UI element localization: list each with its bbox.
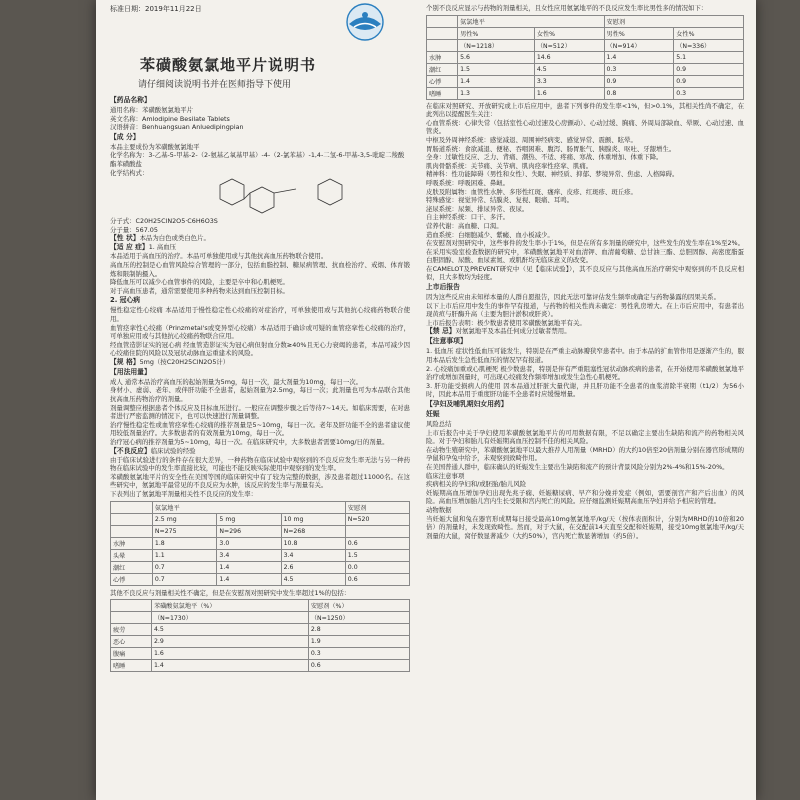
table-cell: 安慰剂（%） bbox=[308, 600, 409, 612]
table-cell: 1.4 bbox=[604, 51, 674, 63]
composition-line: 化学名称为：3-乙基-5-甲基-2-（2-氨基乙氧基甲基）-4-（2-氯苯基）-1,4-二氢-6-甲基-3,5-吡啶二羧酸酯苯磺酸盐 bbox=[110, 151, 405, 168]
table-cell: 2.8 bbox=[308, 624, 409, 636]
table-cell: （N=1218） bbox=[458, 39, 535, 51]
table-cell: N=275 bbox=[152, 525, 217, 537]
table-cell: 0.8 bbox=[604, 87, 674, 99]
adr-list-line: 胃肠道系统：食欲减退、便秘、吞咽困难、腹泻、肠胃胀气、胰腺炎、呕吐、牙龈增生。 bbox=[426, 144, 676, 153]
table-cell bbox=[111, 525, 153, 537]
table-cell: 4.5 bbox=[534, 63, 604, 75]
table-row bbox=[111, 660, 410, 672]
table-cell: 0.9 bbox=[674, 63, 744, 75]
table-cell: 头晕 bbox=[111, 549, 153, 561]
section-spec-heading: 【规 格】 bbox=[110, 357, 140, 366]
table-cell: 4.5 bbox=[151, 624, 308, 636]
table-cell: 5.1 bbox=[674, 51, 744, 63]
usage-line: 成人 通常本品治疗高血压的起始剂量为5mg，每日一次，最大剂量为10mg，每日一次。 bbox=[110, 377, 363, 386]
usage-line: 治疗冠心病的推荐剂量为5~10mg，每日一次。在临床研究中，大多数患者需要10mg/日的剂量。 bbox=[110, 438, 389, 447]
adr-list-line: 肌肉骨骼系统：关节痛、关节病、肌肉痉挛性痉挛、肌痛。 bbox=[426, 161, 593, 170]
table-cell: 0.3 bbox=[674, 87, 744, 99]
document-subtitle: 请仔细阅读说明书并在医师指导下使用 bbox=[138, 80, 292, 90]
table-row bbox=[111, 561, 410, 573]
table-cell: （N=336） bbox=[674, 39, 744, 51]
table-cell: 嗜睡 bbox=[111, 660, 152, 672]
standard-date: 标准日期：2019年11月22日 bbox=[110, 5, 202, 13]
table-row bbox=[111, 624, 410, 636]
adr-line: 下表列出了氨氯地平剂量相关性不良反应的发生率： bbox=[110, 490, 257, 498]
clinical-line: 妊娠期高血压增加孕妇出现先兆子痫、妊娠糖尿病、早产和分娩并发症（例如，需要剖宫产和产后出血）的风险。高血压增加胎儿宫内生长受限和宫内死亡的风险。应仔细监测妊娠期高血压孕妇并给予相应的管理。 bbox=[426, 488, 744, 506]
section-warning-heading: 【注意事项】 bbox=[426, 337, 467, 346]
table-cell: 10 mg bbox=[281, 513, 345, 525]
indication-line: 对于高血压患者，通常需要使用多种药物来达到血压控制目标。 bbox=[110, 286, 289, 295]
name-line: 英文名称：Amlodipine Besilate Tablets bbox=[110, 114, 230, 123]
table-cell: 嗜睡 bbox=[427, 87, 458, 99]
indication-sub: 1. 高血压 bbox=[148, 243, 177, 252]
table-cell: （N=914） bbox=[604, 39, 674, 51]
contraindication-text: 对氨氯地平及本品任何成分过敏者禁用。 bbox=[455, 327, 571, 336]
table-cell: 3.3 bbox=[534, 75, 604, 87]
table-cell: 10.8 bbox=[281, 537, 345, 549]
adr-list-line: 全身：过敏性反应、乏力、背痛、潮热、不适、疼痛、寒战、体重增加、体重下降。 bbox=[426, 153, 663, 162]
table-cell: 0.6 bbox=[345, 537, 409, 549]
pregnancy-line: 在动物生殖研究中，苯磺酸氨氯地平以最大推荐人用剂量（MRHD）的大约10倍至20倍剂量分别在器官形成期的孕鼠和孕兔中给予，未观察到致畸作用。 bbox=[426, 445, 744, 463]
section-property-heading: 【性 状】 bbox=[110, 234, 140, 243]
table-cell: 0.9 bbox=[674, 75, 744, 87]
dose-adverse-table bbox=[110, 501, 410, 586]
adr-mid-text: 其他不良反应与剂量相关性不确定，但是在安慰剂对照研究中发生率超过1%的包括： bbox=[110, 588, 351, 597]
table-cell bbox=[111, 600, 152, 612]
right-column bbox=[426, 4, 744, 540]
name-line: 汉语拼音：Benhuangsuan Anluedipingpian bbox=[110, 123, 244, 132]
table-row bbox=[111, 549, 410, 561]
table-cell: 5.6 bbox=[458, 51, 535, 63]
table-cell: 1.9 bbox=[308, 636, 409, 648]
table-cell: 0.6 bbox=[345, 573, 409, 585]
table-cell: 0.7 bbox=[152, 561, 217, 573]
composition-line: 本品主要成份为苯磺酸氨氯地平 bbox=[110, 142, 200, 151]
usage-line: 剂量调整应根据患者个体反应及目标血压进行。一般应在调整步骤之后等待7~14天。如临床需要，在对患者进行严密监测的情况下，也可以快速进行剂量调整。 bbox=[110, 403, 410, 421]
table-row bbox=[111, 636, 410, 648]
adr-sub: 临床试验的经验 bbox=[150, 446, 196, 455]
cad-line: 经血管造影证实的冠心病 经血管造影证实为冠心病但射血分数≥40%且无心力衰竭的患者，本品可减少因心绞痛住院的风险以及冠状动脉血运重建术的风险。 bbox=[110, 340, 410, 358]
composition-line: 分子式：C20H25ClN2O5·C6H6O3S bbox=[110, 217, 218, 226]
clinical-sub: 临床注意事项 bbox=[426, 471, 465, 480]
warning-line: 3. 肝功能受损病人的使用 因本品通过肝脏大量代谢，并且肝功能不全患者的血浆清除半衰期（t1/2）为56小时，因此本品用于重度肝功能不全患者时应缓慢增量。 bbox=[426, 381, 744, 399]
table-cell: 1.6 bbox=[151, 648, 308, 660]
table-cell: 1.8 bbox=[152, 537, 217, 549]
adr-list-line: 泌尿系统：尿频、排尿异常、夜尿。 bbox=[426, 204, 529, 213]
adr-list-line: 呼吸系统：呼吸困难、鼻衄。 bbox=[426, 178, 510, 187]
adr-extra-line: 在采用实验室检查数据的研究中，苯磺酸氨氯地平对血清钾、血清葡萄糖、总甘油三酯、总胆固醇、高密度脂蛋白胆固醇、尿酸、血尿素氮、或肌酐均无临床意义的改变。 bbox=[426, 247, 744, 265]
warning-line: 2. 心绞痛加重或心肌梗死 极少数患者，特别是伴有严重阻塞性冠状动脉疾病的患者，在开始使用苯磺酸氨氯地平治疗或增加剂量时，可出现心绞痛发作频率增加或发生急性心肌梗死。 bbox=[426, 364, 744, 382]
table-cell: 1.4 bbox=[458, 75, 535, 87]
table-row bbox=[427, 51, 744, 63]
section-adr-heading: 【不良反应】 bbox=[110, 446, 151, 455]
table-cell: 2.6 bbox=[281, 561, 345, 573]
adr-list-line: 皮肤及附属物：血管性水肿、多形性红斑、瘙痒、皮疹、红斑疹、斑丘疹。 bbox=[426, 187, 637, 196]
section-pregnancy-heading: 【孕妇及哺乳期妇女用药】 bbox=[426, 400, 508, 408]
table-cell: （N=1250） bbox=[308, 612, 409, 624]
postmarketing-line: 以下上市后应用中发生的事件罕有报道，与药物的相关性尚未确定：男性乳房增大。在上市后应用中，有患者出现黄疸与肝酶升高（主要为胆汁淤积或肝炎）。 bbox=[426, 301, 744, 319]
table-cell bbox=[427, 27, 458, 39]
table-cell bbox=[427, 39, 458, 51]
section-composition-heading: 【成 分】 bbox=[110, 132, 140, 141]
table-cell: 2.5 mg bbox=[152, 513, 217, 525]
section-name-heading: 【药品名称】 bbox=[110, 96, 151, 104]
table-cell: 1.5 bbox=[458, 63, 535, 75]
warning-line: 1. 低血压 症状性低血压可能发生，特别是在严重主动脉瓣狭窄患者中。由于本品的扩血管作用是逐渐产生的，服用本品后发生急性低血压的情况罕有报道。 bbox=[426, 347, 744, 365]
table-cell: 0.3 bbox=[604, 63, 674, 75]
postmarketing-line: 因为这些反应由未知样本量的人群自愿报告，因此无法可靠评估发生频率或确定与药物暴露的因果关系。 bbox=[426, 293, 720, 302]
table-cell: 1.4 bbox=[151, 660, 308, 672]
right-top-text: 个别不良反应显示与药物的剂量相关，且女性应用氨氯地平的不良反应发生率比男性多的情况如下： bbox=[426, 4, 708, 12]
section-usage-heading: 【用法用量】 bbox=[110, 367, 151, 376]
name-line: 通用名称：苯磺酸氨氯地平片 bbox=[110, 106, 194, 114]
table-cell: 女性% bbox=[534, 27, 604, 39]
table-cell: N=520 bbox=[345, 513, 409, 525]
postmarketing-line: 上市后报告表明：极少数患者使用苯磺酸氨氯地平有关。 bbox=[426, 318, 586, 327]
table-cell: 0.9 bbox=[604, 75, 674, 87]
pregnancy-sub: 妊娠 bbox=[426, 410, 440, 418]
instruction-leaflet bbox=[96, 0, 756, 800]
table-cell: 潮红 bbox=[427, 63, 458, 75]
table-row bbox=[427, 63, 744, 75]
table-cell bbox=[111, 612, 152, 624]
adr-list-line: 精神科：性功能障碍（男性和女性）、失眠、神经质、抑郁、梦境异常、焦虑、人格障碍。 bbox=[426, 170, 679, 179]
usage-line: 身材小、虚弱、老年、或伴肝功能不全患者，起始剂量为2.5mg，每日一次；此剂量也可为本品联合其他抗高血压药物治疗的剂量。 bbox=[110, 386, 410, 404]
table-cell: 1.6 bbox=[534, 87, 604, 99]
property-text: 本品为白色或类白色片。 bbox=[139, 234, 210, 243]
postmarketing-heading: 上市后报告 bbox=[426, 283, 460, 292]
animal-line: 当妊娠大鼠和兔在器官形成期每日接受最高10mg氨氯地平/kg/天（按体表面积计，分别为MRHD的10倍和20倍）的剂量时，未发现致畸性。然而，对于大鼠，在交配前14天直至交配和妊娠期，接受10mg氨氯地平/kg/天剂量的大鼠，窝仔数显著减少（大约50%），宫内死亡数显著增加（约5倍）。 bbox=[426, 514, 744, 540]
table-cell bbox=[111, 513, 153, 525]
adr-list-line: 自主神经系统：口干、多汗。 bbox=[426, 213, 510, 222]
table-cell: 1.1 bbox=[152, 549, 217, 561]
table-cell: 男性% bbox=[604, 27, 674, 39]
table-cell: 水肿 bbox=[427, 51, 458, 63]
cad-heading: 2. 冠心病 bbox=[110, 296, 141, 305]
table-cell: 氨氯地平 bbox=[458, 15, 604, 27]
table-cell: 4.5 bbox=[281, 573, 345, 585]
table-row bbox=[111, 537, 410, 549]
table-cell bbox=[111, 501, 153, 513]
chemical-structure-icon bbox=[200, 177, 360, 217]
table-cell: 5 mg bbox=[217, 513, 281, 525]
composition-line: 分子量：567.05 bbox=[110, 225, 158, 234]
table-cell: 2.9 bbox=[151, 636, 308, 648]
adr-list-line: 中枢及外周神经系统：感觉减退、周围神经病变、感觉异常、震颤、眩晕。 bbox=[426, 135, 637, 144]
other-adverse-table bbox=[110, 599, 410, 672]
table-row bbox=[111, 573, 410, 585]
table-cell: N=296 bbox=[217, 525, 281, 537]
pregnancy-line: 在美国普通人群中，临床确认的妊娠发生主要出生缺陷和流产的预计背景风险分别为2%-4%和15%-20%。 bbox=[426, 462, 729, 471]
table-cell: （N=512） bbox=[534, 39, 604, 51]
adr-list-line: 在临床对照研究、开放研究或上市后应用中，患者下列事件的发生率<1%，但>0.1%，其相关性尚不确定，在此列出以提醒医生关注： bbox=[426, 101, 744, 119]
cad-line: 慢性稳定性心绞痛 本品适用于慢性稳定性心绞痛的对症治疗，可单独使用或与其他抗心绞痛药物联合使用。 bbox=[110, 306, 410, 323]
adr-line: 苯磺酸氨氯地平片的安全性在美国等国的临床研究中有了较为完整的数据，涉及患者超过11000名。在这些研究中，氨氯地平最常见的不良反应为水肿，该反应的发生率与剂量有关。 bbox=[110, 472, 410, 490]
section-indication-heading: 【适 应 症】 bbox=[110, 243, 149, 252]
table-cell: 安慰剂 bbox=[345, 501, 409, 513]
indication-line: 本品适用于高血压的治疗。本品可单独使用或与其他抗高血压药物联合使用。 bbox=[110, 252, 328, 261]
adr-line: 由于临床试验进行的条件存在很大差异，一种药物在临床试验中观察到的不良反应发生率无法与另一种药物在临床试验中的发生率直接比较，可能也不能反映实际使用中观察到的发生率。 bbox=[110, 455, 410, 473]
table-cell: 腹痛 bbox=[111, 648, 152, 660]
risk-summary-sub: 风险总结 bbox=[426, 420, 452, 428]
table-cell bbox=[427, 15, 458, 27]
table-cell: 男性% bbox=[458, 27, 535, 39]
table-cell: 3.4 bbox=[217, 549, 281, 561]
clinical-line: 疾病相关的孕妇和/或胚胎/胎儿风险 bbox=[426, 480, 527, 489]
table-cell: 1.3 bbox=[458, 87, 535, 99]
table-cell: 氨氯地平 bbox=[152, 501, 345, 513]
adr-extra-line: 在安慰剂对照研究中，这些事件的发生率小于1%，但是在所有多剂量的研究中，这些发生的发生率在1%至2%。 bbox=[426, 239, 744, 248]
table-cell: 0.7 bbox=[152, 573, 217, 585]
cad-line: 血管痉挛性心绞痛（Prinzmetal's或变异型心绞痛）本品适用于确诊或可疑的血管痉挛性心绞痛的治疗，可单独应用或与其他抗心绞痛药物联合应用。 bbox=[110, 323, 410, 341]
table-cell: 3.0 bbox=[217, 537, 281, 549]
table-cell: 0.3 bbox=[308, 648, 409, 660]
adr-list-line: 心血管系统：心律失常（包括室性心动过速及心房颤动）、心动过缓、胸痛、外周局部缺血、晕厥、心动过速、血管炎。 bbox=[426, 118, 744, 136]
adr-extra-line: 在CAMELOT及PREVENT研究中（见【临床试验】），其不良反应与其他高血压治疗研究中观察到的不良反应相似，且大多数均为轻度。 bbox=[426, 264, 744, 282]
table-cell: 潮红 bbox=[111, 561, 153, 573]
table-cell: N=268 bbox=[281, 525, 345, 537]
table-cell: 水肿 bbox=[111, 537, 153, 549]
section-contraindication-heading: 【禁 忌】 bbox=[426, 327, 456, 336]
indication-line: 高血压的控制是心血管风险综合管理的一部分，包括血脂控制、糖尿病管理、抗血栓治疗、戒烟、体育锻炼和限制钠摄入。 bbox=[110, 260, 410, 278]
table-cell: 0.6 bbox=[308, 660, 409, 672]
adr-list-line: 造血系统：白细胞减少、紫癜、血小板减少。 bbox=[426, 230, 554, 239]
spec-text: 5mg（按C20H25ClN2O5计） bbox=[139, 357, 230, 366]
table-cell: 3.4 bbox=[281, 549, 345, 561]
table-row bbox=[427, 75, 744, 87]
pregnancy-line: 上市后报告中关于孕妇使用苯磺酸氨氯地平片的可用数据有限，不足以确定主要出生缺陷和流产的药物相关风险。对于孕妇和胎儿有妊娠期高血压控制不佳的相关风险。 bbox=[426, 428, 744, 446]
indication-line: 降低血压可以减少心血管事件的风险，主要是卒中和心肌梗死。 bbox=[110, 278, 289, 287]
table-cell: 1.4 bbox=[217, 573, 281, 585]
gender-adverse-table bbox=[426, 15, 744, 100]
table-cell: 安慰剂 bbox=[604, 15, 743, 27]
adr-list-line: 特殊感觉：视觉异常、结膜炎、复视、眼痛、耳鸣。 bbox=[426, 196, 573, 205]
adr-list-line: 营养代谢：高血糖、口渴。 bbox=[426, 221, 503, 230]
table-cell bbox=[345, 525, 409, 537]
table-cell: 恶心 bbox=[111, 636, 152, 648]
table-cell: 心悸 bbox=[111, 573, 153, 585]
table-row bbox=[111, 648, 410, 660]
table-cell: 女性% bbox=[674, 27, 744, 39]
animal-sub: 动物数据 bbox=[426, 505, 452, 514]
table-cell: （N=1730） bbox=[151, 612, 308, 624]
table-cell: 0.0 bbox=[345, 561, 409, 573]
table-cell: 疲劳 bbox=[111, 624, 152, 636]
table-cell: 苯磺酸氨氯地平（%） bbox=[151, 600, 308, 612]
table-cell: 14.6 bbox=[534, 51, 604, 63]
structure-area bbox=[110, 177, 410, 217]
usage-line: 治疗慢性稳定性或血管痉挛性心绞痛的推荐剂量是5~10mg，每日一次。老年及肝功能不全的患者建议使用较低剂量治疗。大多数患者的有效剂量为10mg，每日一次。 bbox=[110, 420, 410, 438]
composition-line: 化学结构式： bbox=[110, 168, 149, 177]
document-title: 苯磺酸氨氯地平片说明书 bbox=[140, 56, 317, 74]
left-column bbox=[110, 4, 410, 672]
table-cell: 心悸 bbox=[427, 75, 458, 87]
table-cell: 1.5 bbox=[345, 549, 409, 561]
table-cell: 1.4 bbox=[217, 561, 281, 573]
table-row bbox=[427, 87, 744, 99]
